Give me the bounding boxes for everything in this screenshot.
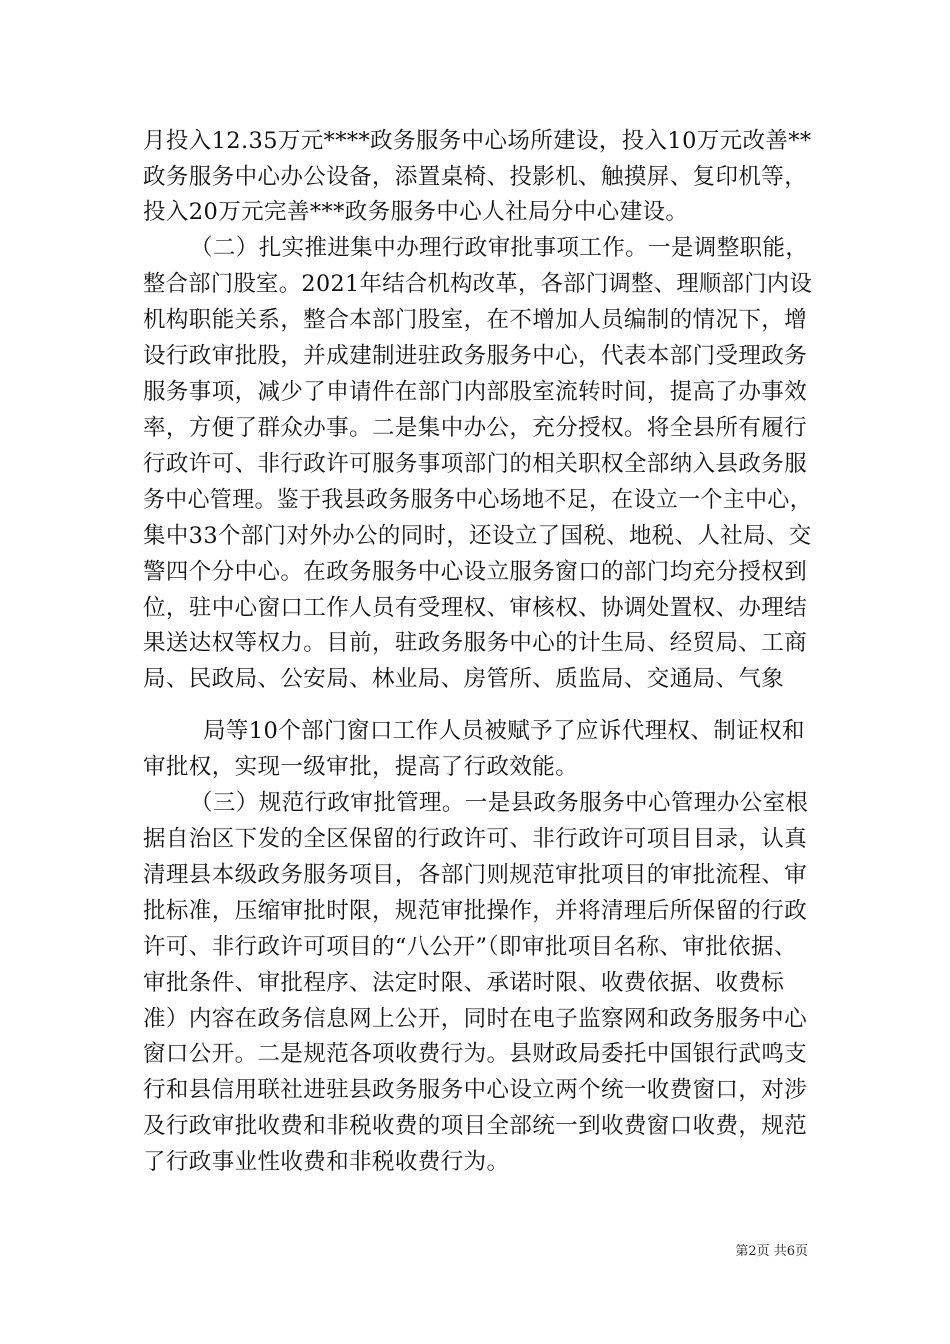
- text-line: 务中心管理。鉴于我县政务服务中心场地不足，在设立一个主中心，: [143, 487, 813, 513]
- text-line: 批标准，压缩审批时限，规范审批操作，并将清理后所保留的行政: [143, 898, 808, 924]
- text-line: 服务事项，减少了申请件在部门内部股室流转时间，提高了办事效: [143, 379, 808, 405]
- text-line: 据自治区下发的全区保留的行政许可、非行政许可项目目录，认真: [143, 826, 808, 852]
- text-line: （二）扎实推进集中办理行政审批事项工作。一是调整职能，: [190, 235, 809, 261]
- text-line: 审批条件、审批程序、法定时限、承诺时限、收费依据、收费标: [143, 970, 785, 996]
- text-line: 行政许可、非行政许可服务事项部门的相关职权全部纳入县政务服: [143, 451, 808, 477]
- text-line: 局、民政局、公安局、林业局、房管所、质监局、交通局、气象: [143, 666, 785, 692]
- text-line: 许可、非行政许可项目的“八公开”（即审批项目名称、审批依据、: [143, 934, 797, 960]
- text-line: 准）内容在政务信息网上公开，同时在电子监察网和政务服务中心: [143, 1006, 808, 1032]
- text-line: 投入20万元完善***政务服务中心人社局分中心建设。: [143, 199, 689, 225]
- text-line: 审批权，实现一级审批，提高了行政效能。: [143, 754, 579, 780]
- text-line: 位，驻中心窗口工作人员有受理权、审核权、协调处置权、办理结: [143, 595, 808, 621]
- text-line: 果送达权等权力。目前，驻政务服务中心的计生局、经贸局、工商: [143, 630, 808, 656]
- text-line: 清理县本级政务服务项目，各部门则规范审批项目的审批流程、审: [143, 862, 808, 888]
- text-line: 集中33个部门对外办公的同时，还设立了国税、地税、人社局、交: [143, 523, 812, 549]
- text-line: 局等10个部门窗口工作人员被赋予了应诉代理权、制证权和: [203, 718, 805, 744]
- text-line: 窗口公开。二是规范各项收费行为。县财政局委托中国银行武鸣支: [143, 1041, 808, 1067]
- text-line: 了行政事业性收费和非税收费行为。: [143, 1149, 510, 1175]
- text-line: 机构职能关系，整合本部门股室，在不增加人员编制的情况下，增: [143, 307, 808, 333]
- text-line: 设行政审批股，并成建制进驻政务服务中心，代表本部门受理政务: [143, 343, 808, 369]
- text-line: 整合部门股室。2021年结合机构改革，各部门调整、理顺部门内设: [143, 271, 813, 297]
- text-line: （三）规范行政审批管理。一是县政务服务中心管理办公室根: [190, 790, 809, 816]
- text-line: 月投入12.35万元****政务服务中心场所建设，投入10万元改善**: [143, 128, 812, 154]
- text-line: 行和县信用联社进驻县政务服务中心设立两个统一收费窗口，对涉: [143, 1077, 808, 1103]
- page-number: 第2页 共6页: [735, 1244, 808, 1259]
- text-line: 及行政审批收费和非税收费的项目全部统一到收费窗口收费，规范: [143, 1113, 808, 1139]
- text-line: 政务服务中心办公设备，添置桌椅、投影机、触摸屏、复印机等，: [143, 164, 808, 190]
- text-line: 警四个分中心。在政务服务中心设立服务窗口的部门均充分授权到: [143, 559, 808, 585]
- text-line: 率，方便了群众办事。二是集中办公，充分授权。将全县所有履行: [143, 415, 808, 441]
